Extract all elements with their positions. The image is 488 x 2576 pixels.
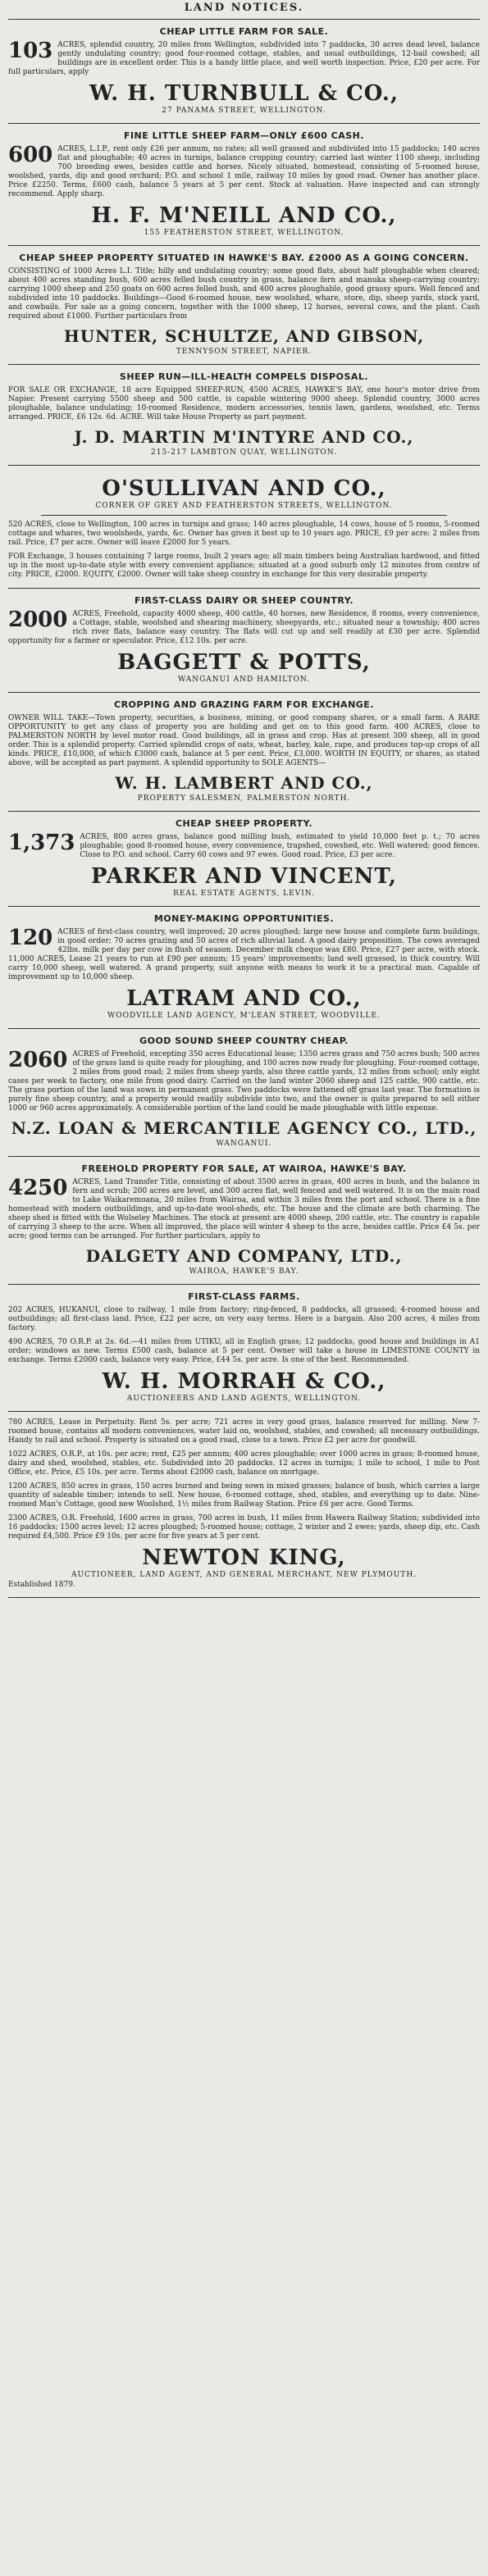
advertiser-name: W. H. MORRAH & CO.,: [102, 1369, 386, 1394]
ad-paragraph: 1022 ACRES, O.R.P., at 10s. per acre; rent, £25 per annum; 400 acres ploughable; over 1000 acres in grass; 8-roomed house, dairy and shed, woolshed, stables, etc. Subdivided into 20 paddocks. 12 acres in turnips; 1 mile to school, 1 mile to Post Office, etc. Price, £5 10s. per acre. Terms about £2000 cash, balance on mortgage.: [8, 1450, 480, 1477]
section-header: LAND NOTICES.: [184, 2, 304, 14]
advertiser-name: PARKER AND VINCENT,: [91, 864, 397, 889]
ad-body-text: OWNER WILL TAKE—Town property, securities, a business, mining, or good company shares, or a small farm. A RARE OPPORTUNITY to get any class of property you are holding and get on to this good farm. 400 ACRES, close to PALMERSTON NORTH by level motor road. Good buildings, all in grass and crop. Has at present 300 sheep, all in good order. This is a splendid property. Carried splendid crops of oats, wheat, barley, kale, rape, and produces top-up crops of all kinds. PRICE, £10,000, of which £3000 cash, balance at 5 per cent. Price, £3,000. WORTH IN EQUITY, or shares, as stated above, will be accepted as part payment. A splendid opportunity to SOLE AGENTS—: [8, 714, 480, 767]
ad-lead-number: 2000: [8, 608, 68, 632]
advertiser-address: AUCTIONEER, LAND AGENT, AND GENERAL MERCHANT, NEW PLYMOUTH.: [71, 1571, 417, 1579]
ad-title: CHEAP SHEEP PROPERTY SITUATED IN HAWKE'S BAY. £2000 AS A GOING CONCERN.: [19, 253, 469, 263]
advertiser-address: WAIROA, HAWKE'S BAY.: [189, 1268, 299, 1276]
advertiser-address: REAL ESTATE AGENTS, LEVIN.: [173, 890, 315, 898]
ad-freehold-wairoa: [8, 1157, 480, 1285]
advertiser-name: J. D. MARTIN M'INTYRE AND CO.,: [74, 427, 414, 447]
advertiser-name: BAGGETT & POTTS,: [117, 650, 371, 675]
advertiser-name: NEWTON KING,: [142, 1545, 346, 1570]
advertiser-address: WANGANUI AND HAMILTON.: [177, 676, 311, 684]
ad-title: MONEY-MAKING OPPORTUNITIES.: [153, 913, 335, 924]
ad-paragraph: 202 ACRES, HUKANUI, close to railway, 1 mile from factory; ring-fenced, 8 paddocks, all grassed; 4-roomed house and outbuildings; all first-class land. Price, £22 per acre, on very easy terms. Here is a bargain. Also 200 acres, 4 miles from factory.: [8, 1306, 480, 1332]
ad-lead-number: 1,373: [8, 831, 75, 855]
advertiser-name: O'SULLIVAN AND CO.,: [102, 476, 386, 501]
ad-body: [8, 41, 480, 77]
ad-body-text: ACRES, Freehold, capacity 4000 sheep, 400 cattle, 40 horses, new Residence, 8 rooms, every convenience, a Cottage, stable, woolshed and shearing machinery, sheepyards, etc.; situated near a township; 400 acres rich river flats, balance easy country. The flats will cut up and sell readily at £30 per acre. Splendid opportunity for a farmer or speculator. Price, £12 10s. per acre.: [8, 610, 480, 645]
ad-body-text: ACRES of first-class country, well improved; 20 acres ploughed; large new house and complete farm buildings, in good order; 70 acres grazing and 50 acres of rich alluvial land. A good dairy proposition. The cows averaged 42lbs. milk per day per cow in flush of season. December milk cheque was £80. Price, £27 per acre, with stock. 11,000 ACRES, Lease 21 years to run at £90 per annum; 15 years' improvements; land well grassed, in thick country. Will carry 10,000 sheep, well watered. A grand property, suit anyone with means to work it to a practical man. Capable of improvement up to 10,000 sheep.: [8, 928, 480, 981]
advertiser-address: AUCTIONEERS AND LAND AGENTS, WELLINGTON.: [126, 1395, 362, 1403]
advertiser-address: TENNYSON STREET, NAPIER.: [176, 348, 312, 356]
ad-lead-number: 103: [8, 39, 53, 63]
ad-paragraph: 780 ACRES, Lease in Perpetuity. Rent 5s. per acre; 721 acres in very good grass, balance reserved for milling. New 7-roomed house, contains all modern conveniences, water laid on, woolshed, stables, and cowshed; all necessary outbuildings. Handy to rail and school. Property is situated on a good road, close to a town. Price £2 per acre for goodwill.: [8, 1418, 480, 1445]
advertiser-address: 215-217 LAMBTON QUAY, WELLINGTON.: [151, 448, 337, 457]
advertiser-name: W. H. LAMBERT AND CO.,: [115, 773, 373, 793]
ad-paragraph: 2300 ACRES, O.R. Freehold, 1600 acres in grass, 700 acres in bush, 11 miles from Hawera Railway Station; subdivided into 16 paddocks; 1500 acres level; 12 acres ploughed; 5-roomed house; cottage, 2 winter and 2 ewes; yards, sheep dip, etc. Cash required £4,500. Price £9 10s. per acre for five years at 5 per cent.: [8, 1514, 480, 1541]
ad-first-class-dairy: [8, 589, 480, 693]
ad-body: [8, 145, 480, 199]
ad-newton-king: [8, 1412, 480, 1598]
ad-first-class-farms: [8, 1285, 480, 1412]
ad-title: CHEAP LITTLE FARM FOR SALE.: [159, 26, 329, 37]
land-notices-page: [8, 0, 480, 1598]
ad-cheap-sheep-hawkes-bay: [8, 246, 480, 365]
ad-paragraph: 520 ACRES, close to Wellington, 100 acres in turnips and grass; 140 acres ploughable, 14 cows, house of 5 rooms, 5-roomed cottage and whares, two woolsheds, yards, &c. Owner has given it best up to 10 years ago. PRICE, £9 per acre; 2 miles from rail. Price, £7 per acre. Owner will leave £2000 for 5 years.: [8, 521, 480, 547]
ad-title: CHEAP SHEEP PROPERTY.: [175, 818, 312, 829]
advertiser-address: PROPERTY SALESMEN, PALMERSTON NORTH.: [137, 794, 351, 803]
ad-lead-number: 2060: [8, 1048, 68, 1072]
ad-sheep-run-disposal: [8, 365, 480, 466]
ad-body-text: ACRES of Freehold, excepting 350 acres Educational lease; 1350 acres grass and 750 acres bush; 500 acres of the grass land is quite ready for ploughing, and 100 acres now ready for ploughing. Four-roomed cottage, 2 miles from good road; 2 miles from sheep yards, also three cattle yards, 12 miles from school; only eight cases per week to factory, one mile from good dairy. Carried on the land winter 2060 sheep and 125 cattle, 900 cattle, etc. The grass portion of the land was sown in permanent grass. Two paddocks were fattened off grass last year. The formation is purely fine sheep country, and a property would readily subdivide into two, and the owner is quite prepared to sell either 1000 or 960 acres approximately. A considerable portion of the land could be made ploughable with little expense.: [8, 1050, 480, 1113]
ad-fine-little-sheep-farm: [8, 124, 480, 246]
ad-body: [8, 1050, 480, 1113]
advertiser-name: DALGETY AND COMPANY, LTD.,: [85, 1246, 403, 1266]
ad-lead-number: 4250: [8, 1176, 68, 1200]
ad-title: FINE LITTLE SHEEP FARM—ONLY £600 CASH.: [123, 130, 365, 141]
divider: [41, 515, 447, 516]
ad-osullivan: [8, 466, 480, 589]
ad-body: [8, 610, 480, 646]
advertiser-name: W. H. TURNBULL & CO.,: [89, 81, 399, 106]
ad-body: [8, 928, 480, 982]
advertiser-address: 155 FEATHERSTON STREET, WELLINGTON.: [144, 229, 344, 237]
ad-body-text: ACRES, splendid country, 20 miles from Wellington, subdivided into 7 paddocks, 30 acres dead level, balance gently undulating country; good four-roomed cottage, stables, and usual outbuildings, 12-bail cowshed; all buildings are in excellent order. This is a handy little place, and well worth inspection. Price, £20 per acre. For full particulars, apply: [8, 41, 480, 76]
advertiser-address: WANGANUI.: [216, 1140, 272, 1148]
ad-title: FREEHOLD PROPERTY FOR SALE, AT WAIROA, HAWKE'S BAY.: [81, 1163, 407, 1174]
advertiser-name: HUNTER, SCHULTZE, AND GIBSON,: [63, 326, 425, 346]
ad-body-text: FOR SALE OR EXCHANGE, 18 acre Equipped SHEEP-RUN, 4500 ACRES, HAWKE'S BAY, one hour's motor drive from Napier. Present carrying 5500 sheep and 500 cattle, is capable wintering 9000 sheep. Splendid country, 3000 acres ploughable, balance undulating; 10-roomed Residence, modern accessories, tennis lawn, gardens, woolshed, etc. Terms arranged. PRICE, £6 12s. 6d. ACRE. Will take House Property as part payment.: [8, 386, 480, 421]
advertiser-name: H. F. M'NEILL AND CO.,: [91, 203, 397, 228]
ad-paragraph: FOR Exchange, 3 houses containing 7 large rooms, built 2 years ago; all main timbers being Australian hardwood, and fitted up in the most up-to-date style with every convenient appliance; situated at a good suburb only 12 minutes from centre of city. PRICE, £2000. EQUITY, £2000. Owner will take sheep country in exchange for this very desirable property.: [8, 553, 480, 579]
ad-money-making: [8, 907, 480, 1029]
ad-body-text: ACRES, 800 acres grass, balance good milling bush, estimated to yield 10,000 feet p. t.; 70 acres ploughable; good 8-roomed house, every convenience, trapshed, cowshed, etc. Well watered; good fences. Close to P.O. and school. Carry 60 cows and 97 ewes. Good road. Price, £3 per acre.: [80, 833, 480, 859]
ad-body: [8, 833, 480, 860]
ad-body: [8, 1178, 480, 1241]
ad-lead-number: 120: [8, 926, 53, 950]
established-note: Established 1879.: [8, 1581, 75, 1589]
advertiser-address: CORNER OF GREY AND FEATHERSTON STREETS, WELLINGTON.: [95, 502, 393, 510]
advertiser-address: WOODVILLE LAND AGENCY, M'LEAN STREET, WOODVILLE.: [107, 1012, 381, 1020]
ad-title: FIRST-CLASS DAIRY OR SHEEP COUNTRY.: [134, 595, 354, 606]
ad-title: CROPPING AND GRAZING FARM FOR EXCHANGE.: [114, 699, 374, 710]
advertiser-name: N.Z. LOAN & MERCANTILE AGENCY CO., LTD.,: [11, 1118, 477, 1138]
ad-title: GOOD SOUND SHEEP COUNTRY CHEAP.: [139, 1035, 349, 1046]
ad-paragraph: 490 ACRES, 70 O.R.P. at 2s. 6d.—41 miles from UTIKU, all in English grass; 12 paddocks, good house and buildings in A1 order; windows as new. Terms £500 cash, balance at 5 per cent. Owner will take a house in LIMESTONE COUNTY in exchange. Terms £2000 cash, balance very easy. Price, £44 5s. per acre. Is one of the best. Recommended.: [8, 1338, 480, 1364]
ad-paragraph: 1200 ACRES, 850 acres in grass, 150 acres burned and being sown in mixed grasses; balance of bush, which carries a large quantity of saleable timber; intends to sell. New house, 6-roomed cottage, shed, stables, and everything up to date. Nine-roomed Man's Cottage, good new Woolshed, 1½ miles from Railway Station. Price £6 per acre. Good Terms.: [8, 1482, 480, 1509]
ad-title: SHEEP RUN—ILL-HEALTH COMPELS DISPOSAL.: [119, 371, 369, 382]
advertiser-name: LATRAM AND CO.,: [126, 986, 362, 1011]
ad-body-text: ACRES, Land Transfer Title, consisting of about 3500 acres in grass, 400 acres in bush, and the balance in fern and scrub; 200 acres are level, and 300 acres flat, well fenced and well watered. It is on the main road to Lake Waikaremoana, 20 miles from Wairoa, and within 3 miles from the port and school. There is a fine homestead with modern outbuildings, and up-to-date wool-sheds, etc. The house and the climate are both charming. The sheep shed is fitted with the Wolseley Machines. The stock at present are 4000 sheep, 200 cattle, etc. The country is capable of carrying 3 sheep to the acre. When all improved, the place will winter 4 sheep to the acre, besides cattle. Price £4 5s. per acre; good terms can be arranged. For further particulars, apply to: [8, 1178, 480, 1240]
ad-body-text: CONSISTING of 1000 Acres L.I. Title; hilly and undulating country; some good flats, about half ploughable when cleared; about 400 acres standing bush, 600 acres felled bush country in grass, balance fern and manuka sheep-carrying country; carrying 1000 sheep and 250 goats on 600 acres felled bush, and 400 acres ploughable, good grassy spurs. Well fenced and subdivided into 10 paddocks. Buildings—Good 6-roomed house, new woolshed, whare, store, dip, sheep yards, stock yard, and cowbails. For sale as a going concern, together with the 1000 sheep, 12 horses, several cows, and the plant. Cash required about £1000. Further particulars from: [8, 267, 480, 321]
ad-cropping-grazing-exchange: [8, 693, 480, 812]
ad-good-sound-sheep: [8, 1029, 480, 1157]
ad-title: FIRST-CLASS FARMS.: [188, 1291, 300, 1302]
ad-cheap-little-farm: [8, 19, 480, 124]
ad-cheap-sheep-property: [8, 812, 480, 907]
ad-lead-number: 600: [8, 143, 53, 167]
ad-body-text: ACRES, L.I.P., rent only £26 per annum, no rates; all well grassed and subdivided into 15 paddocks; 140 acres flat and ploughable; 40 acres in turnips, balance cropping country; carried last winter 1100 sheep, including 700 breeding ewes, besides cattle and horses. Nicely situated, homestead, consisting of 5-roomed house, woolshed, yards, dip and good orchard; P.O. and school 1 mile, railway 10 miles by good road. Owner has another place. Price £2250. Terms, £600 cash, balance 5 years at 5 per cent. Stock at valuation. Have inspected and can strongly recommend. Apply sharp.: [8, 145, 480, 198]
advertiser-address: 27 PANAMA STREET, WELLINGTON.: [162, 107, 326, 115]
